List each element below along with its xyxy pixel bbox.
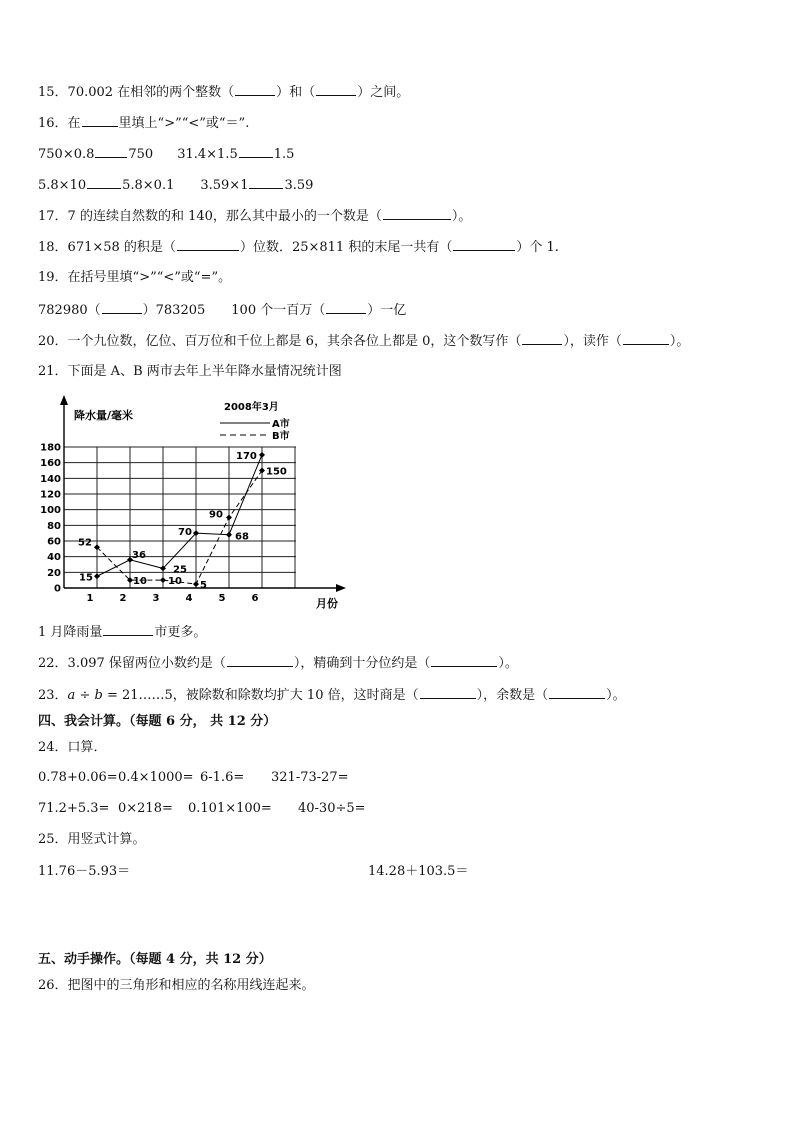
- y-tick-label: 100: [40, 505, 61, 517]
- question-22: 22．3.097 保留两位小数约是（ ），精确到十分位约是（ ）。: [38, 656, 518, 671]
- answer-blank[interactable]: [249, 177, 283, 189]
- question-17: 17．7 的连续自然数的和 140，那么其中最小的一个数是（ ）。: [38, 209, 472, 224]
- question-19: 19．在括号里填“>”“<”或“=”。: [38, 270, 232, 285]
- data-label: 10: [168, 576, 182, 588]
- y-tick-label: 140: [40, 473, 61, 485]
- x-axis-label: 月份: [316, 597, 338, 610]
- answer-blank[interactable]: [102, 302, 142, 314]
- answer-blank[interactable]: [623, 333, 669, 345]
- data-point: [226, 532, 232, 538]
- answer-blank[interactable]: [235, 84, 275, 96]
- answer-blank[interactable]: [103, 624, 153, 636]
- answer-blank[interactable]: [326, 302, 366, 314]
- answer-blank[interactable]: [420, 687, 476, 699]
- data-point: [193, 581, 199, 587]
- data-label: 25: [173, 564, 187, 576]
- data-label: 170: [236, 450, 257, 462]
- data-label: 10: [133, 576, 147, 588]
- question-21: 21．下面是 A、B 两市去年上半年降水量情况统计图: [38, 364, 342, 379]
- legend-label: B市: [272, 431, 290, 442]
- question-24: 24．口算．: [38, 740, 107, 755]
- x-tick-label: 1: [86, 593, 94, 604]
- answer-blank[interactable]: [549, 687, 605, 699]
- data-label: 68: [235, 531, 249, 543]
- question-15: 15．70.002 在相邻的两个整数（ ）和（ ）之间。: [38, 85, 410, 100]
- x-axis-arrow: [336, 584, 346, 592]
- data-point: [160, 577, 166, 583]
- vertical-calc-1: 11.76－5.93＝: [38, 864, 131, 879]
- y-tick-label: 160: [40, 458, 61, 470]
- rainfall-line-chart: [38, 393, 358, 613]
- y-axis-label: 降水量/毫米: [74, 409, 134, 422]
- answer-blank[interactable]: [95, 146, 127, 158]
- data-label: 15: [79, 572, 93, 584]
- question-16-row-1: 750×0.8 750 31.4×1.5 1.5: [38, 147, 295, 162]
- section-5-heading: 五、动手操作。（每题 4 分，共 12 分）: [38, 952, 272, 967]
- data-label: 70: [178, 527, 192, 539]
- y-tick-label: 40: [47, 552, 61, 564]
- question-19-row: 782980（ ）783205 100 个一百万（ ）一亿: [38, 303, 407, 318]
- question-16: 16．在 里填上“>”“<”或“＝”.: [38, 116, 250, 131]
- question-18: 18．671×58 的积是（ ）位数．25×811 积的末尾一共有（ ）个 1.: [38, 240, 559, 255]
- x-tick-label: 2: [119, 593, 127, 604]
- answer-blank[interactable]: [316, 84, 356, 96]
- answer-blank[interactable]: [82, 115, 118, 127]
- answer-blank[interactable]: [227, 655, 293, 667]
- x-tick-label: 6: [251, 593, 259, 604]
- question-21-answer: 1 月降雨量 市更多。: [38, 625, 207, 640]
- answer-blank[interactable]: [177, 239, 239, 251]
- question-25: 25．用竖式计算。: [38, 832, 146, 847]
- math-expression: a: [67, 688, 76, 703]
- data-point: [259, 452, 265, 458]
- answer-blank[interactable]: [522, 333, 562, 345]
- y-tick-label: 60: [47, 536, 61, 548]
- question-16-row-2: 5.8×10 5.8×0.1 3.59×1 3.59: [38, 178, 314, 193]
- x-tick-label: 4: [185, 593, 193, 604]
- data-point: [94, 573, 100, 579]
- data-label: 5: [200, 580, 207, 592]
- y-tick-label: 120: [40, 489, 61, 501]
- data-point: [259, 468, 265, 474]
- x-tick-label: 5: [218, 593, 226, 604]
- data-label: 150: [266, 466, 287, 478]
- data-label: 90: [209, 509, 223, 521]
- answer-blank[interactable]: [239, 146, 273, 158]
- answer-blank[interactable]: [87, 177, 121, 189]
- question-20: 20．一个九位数，亿位、百万位和千位上都是 6，其余各位上都是 0，这个数写作（ ），读作（ ）。: [38, 334, 690, 349]
- y-tick-label: 80: [47, 520, 61, 532]
- y-axis-arrow: [60, 395, 68, 405]
- answer-blank[interactable]: [431, 655, 497, 667]
- legend-label: A市: [272, 419, 290, 430]
- series-line-a: [97, 455, 262, 576]
- answer-blank[interactable]: [453, 239, 515, 251]
- question-23: 23．a ÷ b = 21……5，被除数和除数均扩大 10 倍，这时商是（ ），余数是（ ）。: [38, 688, 626, 703]
- y-tick-label: 20: [47, 567, 61, 579]
- y-tick-label: 180: [40, 442, 61, 454]
- x-tick-label: 3: [152, 593, 160, 604]
- section-4-heading: 四、我会计算。（每题 6 分， 共 12 分）: [38, 714, 277, 729]
- answer-blank[interactable]: [383, 208, 451, 220]
- data-label: 52: [78, 537, 92, 549]
- y-tick-label: 0: [54, 583, 61, 595]
- chart-title: 2008年3月: [224, 402, 279, 413]
- data-label: 36: [132, 549, 146, 561]
- data-point: [226, 515, 232, 521]
- question-26: 26．把图中的三角形和相应的名称用线连起来。: [38, 978, 315, 993]
- vertical-calc-2: 14.28＋103.5＝: [368, 864, 469, 879]
